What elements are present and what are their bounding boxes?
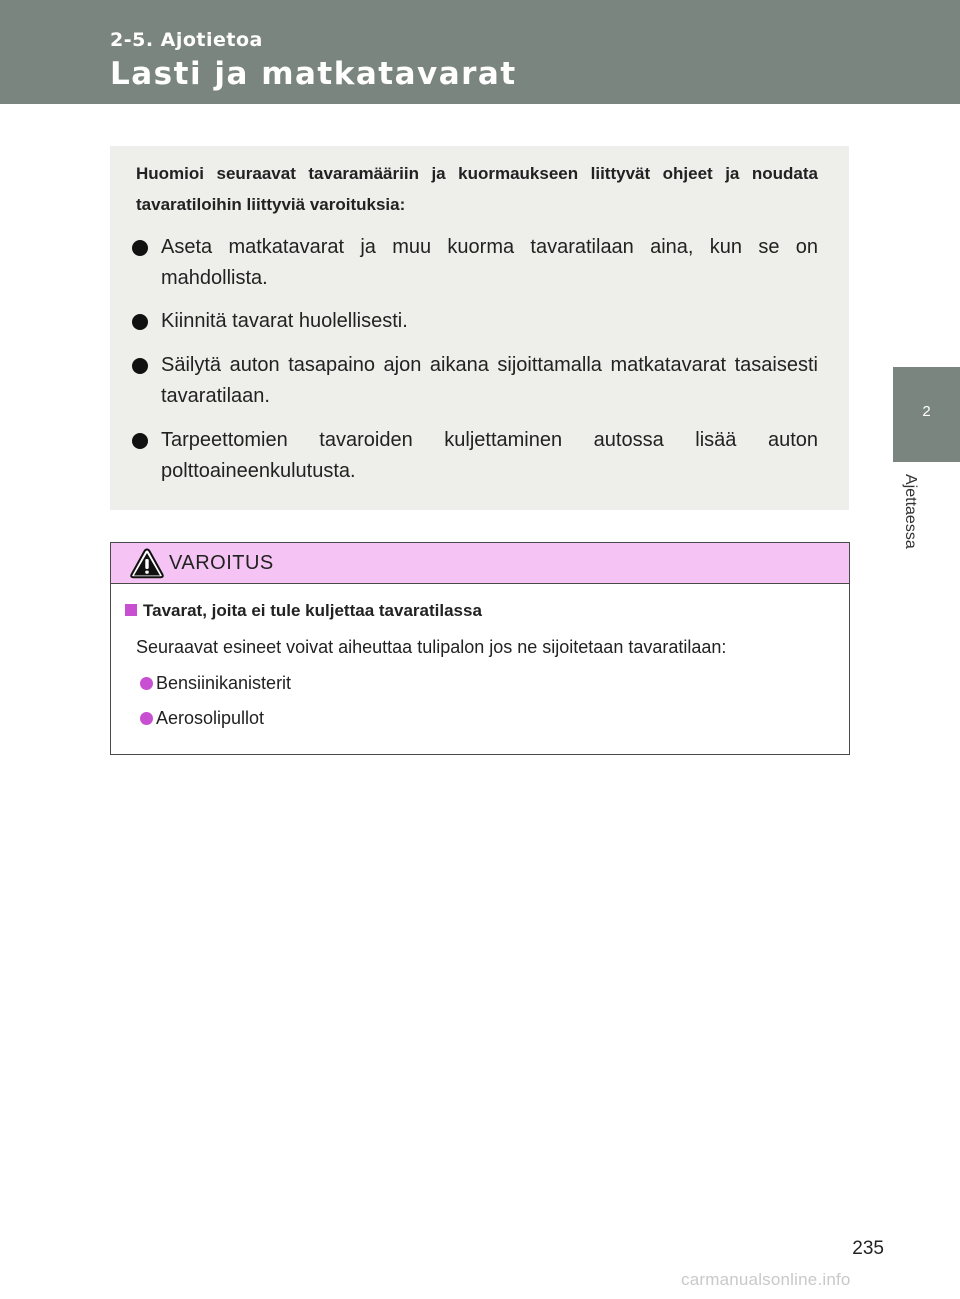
page-number: 235	[852, 1238, 884, 1259]
info-list-item	[132, 306, 818, 337]
warning-title: VAROITUS	[169, 552, 274, 574]
info-box	[110, 146, 849, 510]
bullet-icon	[132, 433, 148, 449]
warning-text: Seuraavat esineet voivat aiheuttaa tulipalon jos ne sijoitetaan tavaratilaan:	[136, 637, 727, 657]
chapter-tab-number: 2	[922, 403, 931, 420]
bullet-icon	[140, 677, 153, 690]
info-list-item-text: Aseta matkatavarat ja muu kuorma tavaratilaan aina, kun se on mahdollista.	[161, 236, 818, 289]
page-header	[0, 0, 960, 104]
info-list-item-text: Tarpeettomien tavaroiden kuljettaminen autossa lisää auton polttoaineenkulutusta.	[161, 429, 818, 482]
section-label: 2-5. Ajotietoa	[110, 29, 263, 51]
warning-list-item	[140, 673, 291, 694]
warning-header	[111, 543, 849, 584]
warning-list-item	[140, 708, 264, 729]
info-list-item-text: Kiinnitä tavarat huolellisesti.	[161, 310, 408, 332]
page-title: Lasti ja matkatavarat	[110, 56, 517, 92]
info-list-item-text: Säilytä auton tasapaino ajon aikana sijoittamalla matkatavarat tasaisesti tavaratilaan.	[161, 354, 818, 407]
bullet-icon	[140, 712, 153, 725]
square-bullet-icon	[125, 604, 137, 616]
warning-triangle-icon	[130, 548, 164, 579]
warning-list-item-text: Aerosolipullot	[156, 708, 265, 728]
chapter-tab[interactable]	[893, 367, 960, 462]
chapter-tab-label-text: Ajettaessa	[902, 474, 919, 549]
info-list-item	[132, 350, 818, 412]
info-list-item	[132, 232, 818, 294]
info-list-item	[132, 425, 818, 487]
watermark: carmanualsonline.info	[681, 1270, 851, 1289]
warning-subheading	[125, 601, 482, 621]
warning-subheading-text: Tavarat, joita ei tule kuljettaa tavaratilassa	[143, 601, 482, 620]
bullet-icon	[132, 358, 148, 374]
bullet-icon	[132, 240, 148, 256]
info-intro: Huomioi seuraavat tavaramääriin ja kuormaukseen liittyvät ohjeet ja noudata tavaratiloihin liittyviä varoituksia:	[136, 164, 818, 214]
bullet-icon	[132, 314, 148, 330]
warning-box	[110, 542, 850, 755]
chapter-tab-label	[897, 474, 923, 574]
warning-list-item-text: Bensiinikanisterit	[156, 673, 292, 693]
